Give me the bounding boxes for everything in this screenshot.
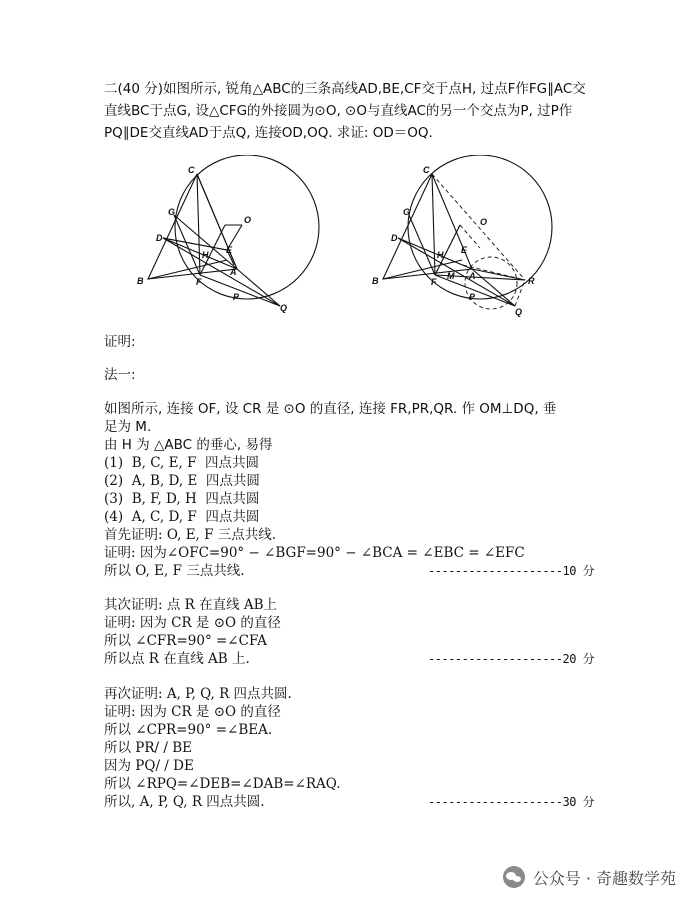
label-d: D	[391, 233, 398, 243]
intro-line-2: 足为 M.	[104, 419, 152, 435]
watermark	[503, 862, 676, 892]
step1-title: 首先证明: O, E, F 三点共线.	[104, 527, 277, 543]
step2-title: 其次证明: 点 R 在直线 AB上	[104, 597, 278, 613]
problem-line-1: 二(40 分)如图所示, 锐角△ABC的三条高线AD,BE,CF交于点H, 过点F作FG∥AC交	[104, 81, 586, 97]
label-d: D	[156, 233, 163, 243]
figure-right	[365, 155, 565, 320]
step2-conclusion: 所以点 R 在直线 AB 上.	[104, 651, 250, 667]
step3-angles: 所以 ∠RPQ=∠DEB=∠DAB=∠RAQ.	[104, 776, 341, 792]
step1-proof: 证明: 因为∠OFC=90° − ∠BGF=90° − ∠BCA = ∠EBC = ∠EFC	[104, 545, 525, 561]
label-e: E	[461, 245, 468, 255]
step3-parallel: 所以 PR/ / BE	[104, 740, 192, 756]
step3-proof: 证明: 因为 CR 是 ⊙O 的直径	[104, 704, 281, 720]
step2-angle: 所以 ∠CFR=90° =∠CFA	[104, 633, 267, 649]
method-heading: 法一:	[104, 367, 136, 383]
label-p: P	[233, 292, 240, 302]
proof-heading: 证明:	[104, 334, 136, 350]
label-o: O	[244, 215, 252, 225]
intro-line-1: 如图所示, 连接 OF, 设 CR 是 ⊙O 的直径, 连接 FR,PR,QR. 作 OM⊥DQ, 垂	[104, 401, 557, 417]
label-f: F	[196, 277, 202, 287]
concyclic-1: (1) B, C, E, F 四点共圆	[104, 455, 260, 471]
label-q: Q	[515, 307, 523, 317]
concyclic-2: (2) A, B, D, E 四点共圆	[104, 473, 260, 489]
label-g: G	[168, 207, 176, 217]
step2-score: --------------------20 分	[428, 652, 595, 666]
step1-score: --------------------10 分	[428, 564, 595, 578]
label-c: C	[423, 165, 430, 175]
label-g: G	[403, 207, 411, 217]
label-h: H	[202, 250, 209, 260]
figure-left	[130, 155, 330, 320]
orthocenter-line: 由 H 为 △ABC 的垂心, 易得	[104, 437, 273, 453]
label-o: O	[480, 217, 488, 227]
concyclic-3: (3) B, F, D, H 四点共圆	[104, 491, 260, 507]
label-a: A	[230, 267, 237, 277]
step3-score: --------------------30 分	[428, 795, 595, 809]
label-p: P	[469, 292, 476, 302]
wechat-icon	[503, 866, 525, 888]
label-f: F	[431, 277, 437, 287]
label-m: M	[447, 271, 455, 281]
step3-angle: 所以 ∠CPR=90° =∠BEA.	[104, 722, 273, 738]
label-a: A	[469, 271, 476, 281]
step2-proof: 证明: 因为 CR 是 ⊙O 的直径	[104, 615, 281, 631]
label-b: B	[137, 276, 144, 286]
step3-given: 因为 PQ/ / DE	[104, 758, 194, 774]
label-h: H	[437, 250, 444, 260]
label-q: Q	[280, 303, 288, 313]
problem-line-3: PQ∥DE交直线AD于点Q, 连接OD,OQ. 求证: OD＝OQ.	[104, 125, 433, 141]
problem-line-2: 直线BC于点G, 设△CFG的外接圆为⊙O, ⊙O与直线AC的另一个交点为P, 过P作	[104, 103, 573, 119]
label-r: R	[528, 276, 535, 286]
label-c: C	[188, 165, 195, 175]
watermark-text: 公众号 · 奇趣数学苑	[532, 868, 676, 888]
label-b: B	[372, 276, 379, 286]
step3-conclusion: 所以, A, P, Q, R 四点共圆.	[104, 794, 265, 810]
concyclic-4: (4) A, C, D, F 四点共圆	[104, 509, 260, 525]
label-e: E	[226, 245, 233, 255]
step3-title: 再次证明: A, P, Q, R 四点共圆.	[104, 686, 292, 702]
step1-conclusion: 所以 O, E, F 三点共线.	[104, 563, 245, 579]
